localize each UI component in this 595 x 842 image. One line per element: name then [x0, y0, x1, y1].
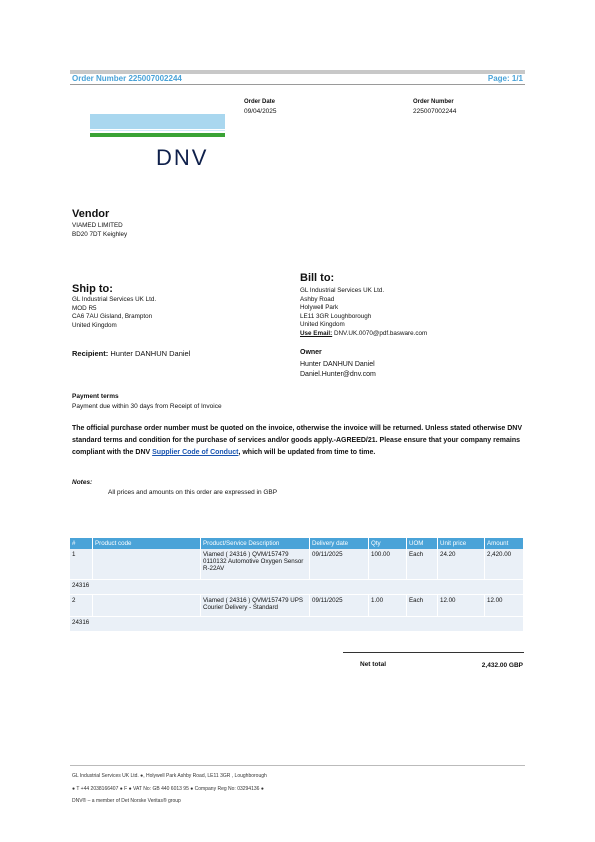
row-unit-price: 24.20: [438, 549, 485, 579]
row-uom: Each: [407, 594, 438, 616]
bill-to-email-row: [300, 330, 427, 339]
vendor-line: VIAMED LIMITED: [72, 222, 123, 229]
notes-label: Notes:: [72, 479, 93, 486]
bill-to-email-value: DNV.UK.0070@pdf.basware.com: [333, 329, 428, 337]
col-header-qty: Qty: [369, 538, 407, 549]
footer-rule: [70, 765, 525, 766]
owner-block: [300, 360, 376, 380]
row-amount: 2,420.00: [485, 549, 524, 579]
bill-to-line: Ashby Road: [300, 295, 335, 303]
col-header-delivery-date: Delivery date: [310, 538, 369, 549]
row-number: 1: [70, 549, 93, 579]
footer-address: GL Industrial Services UK Ltd. ●, Holywell Park Ashby Road, LE11 3GR , Loughborough: [72, 773, 267, 779]
logo-text: DNV: [156, 145, 209, 170]
col-header-unit-price: Unit price: [438, 538, 485, 549]
order-date-value: 09/04/2025: [244, 108, 277, 115]
col-header-description: Product/Service Description: [201, 538, 310, 549]
ship-to-address: [72, 296, 156, 330]
ship-to-line: MOD R5: [72, 304, 97, 312]
dnv-logo: [90, 114, 225, 170]
order-number-header: Order Number 225007002244: [72, 74, 182, 83]
recipient-value: Hunter DANHUN Daniel: [110, 349, 191, 358]
table-subrow: [70, 616, 524, 631]
ship-to-line: United Kingdom: [72, 321, 117, 329]
row-delivery-date: 09/11/2025: [310, 549, 369, 579]
order-number-value: 225007002244: [413, 108, 457, 115]
vendor-title: Vendor: [72, 208, 110, 220]
col-header-amount: Amount: [485, 538, 524, 549]
ship-to-line: GL Industrial Services UK Ltd.: [72, 296, 157, 303]
row-product-code: [93, 549, 201, 579]
table-subrow: [70, 579, 524, 594]
ship-to-line: CA6 7AU Gisland, Brampton: [72, 313, 153, 321]
table-header-row: [70, 538, 524, 549]
order-number-label: Order Number: [413, 99, 454, 105]
bill-to-title: Bill to:: [300, 272, 335, 284]
bill-to-line: LE11 3GR Loughborough: [300, 312, 372, 320]
order-date-label: Order Date: [244, 99, 276, 105]
notes-text: All prices and amounts on this order are expressed in GBP: [108, 489, 278, 496]
vendor-line: BD20 7DT Keighley: [72, 230, 128, 238]
row-description: Viamed ( 24316 ) QVM/157479 UPS Courier Delivery - Standard: [201, 594, 310, 616]
owner-label: Owner: [300, 349, 322, 356]
logo-bar-thin: [90, 130, 225, 131]
footer-member: DNV® – a member of Det Norske Veritas® group: [72, 798, 181, 804]
row-description: Viamed ( 24316 ) QVM/157479 0110132 Automotive Oxygen Sensor R-22AV: [201, 549, 310, 579]
bill-to-line: GL Industrial Services UK Ltd.: [300, 287, 385, 294]
supplier-code-link[interactable]: Supplier Code of Conduct: [152, 449, 239, 456]
row-qty: 100.00: [369, 549, 407, 579]
bill-to-email-label: Use Email:: [300, 329, 333, 337]
table-row: [70, 594, 524, 616]
row-qty: 1.00: [369, 594, 407, 616]
col-header-number: #: [70, 538, 93, 549]
row-amount: 12.00: [485, 594, 524, 616]
row-sub-code: 24316: [70, 579, 524, 594]
terms-text: The official purchase order number must be quoted on the invoice, otherwise the invoice will be returned. Unless stated otherwise DNV standard terms and condition for the purchase of services and/or goods apply.-AGREED/21. Please ensure that your company remains compliant with the DNV: [72, 425, 523, 456]
row-sub-code: 24316: [70, 616, 524, 631]
row-unit-price: 12.00: [438, 594, 485, 616]
terms-text-end: , which will be updated from time to time.: [238, 449, 376, 456]
logo-bar-light-blue: [90, 114, 225, 129]
total-rule: [343, 652, 524, 653]
page-number: Page: 1/1: [487, 74, 523, 83]
table-row: [70, 549, 524, 579]
terms-paragraph: [72, 423, 527, 459]
row-product-code: [93, 594, 201, 616]
recipient-label: Recipient:: [72, 349, 109, 358]
line-items-table: [70, 538, 524, 632]
owner-name: Hunter DANHUN Daniel: [300, 361, 375, 368]
ship-to-title: Ship to:: [72, 283, 113, 295]
owner-email: Daniel.Hunter@dnv.com: [300, 371, 376, 378]
vendor-address: [72, 222, 127, 239]
recipient-row: [72, 349, 190, 358]
header-rule-bottom: [70, 84, 525, 85]
row-delivery-date: 09/11/2025: [310, 594, 369, 616]
bill-to-address: [300, 287, 427, 339]
net-total-label: Net total: [360, 661, 386, 668]
logo-bar-green: [90, 133, 225, 137]
col-header-uom: UOM: [407, 538, 438, 549]
net-total-value: 2,432.00 GBP: [481, 662, 523, 669]
bill-to-line: Holywell Park: [300, 304, 339, 312]
col-header-product-code: Product code: [93, 538, 201, 549]
footer-contact: ● T +44 2038166407 ● F ● VAT No: GB 440 6013 95 ● Company Reg No: 03294136 ●: [72, 786, 264, 792]
payment-terms-label: Payment terms: [72, 393, 119, 400]
bill-to-line: United Kingdom: [300, 321, 345, 329]
row-number: 2: [70, 594, 93, 616]
payment-terms-value: Payment due within 30 days from Receipt of Invoice: [72, 403, 222, 410]
row-uom: Each: [407, 549, 438, 579]
